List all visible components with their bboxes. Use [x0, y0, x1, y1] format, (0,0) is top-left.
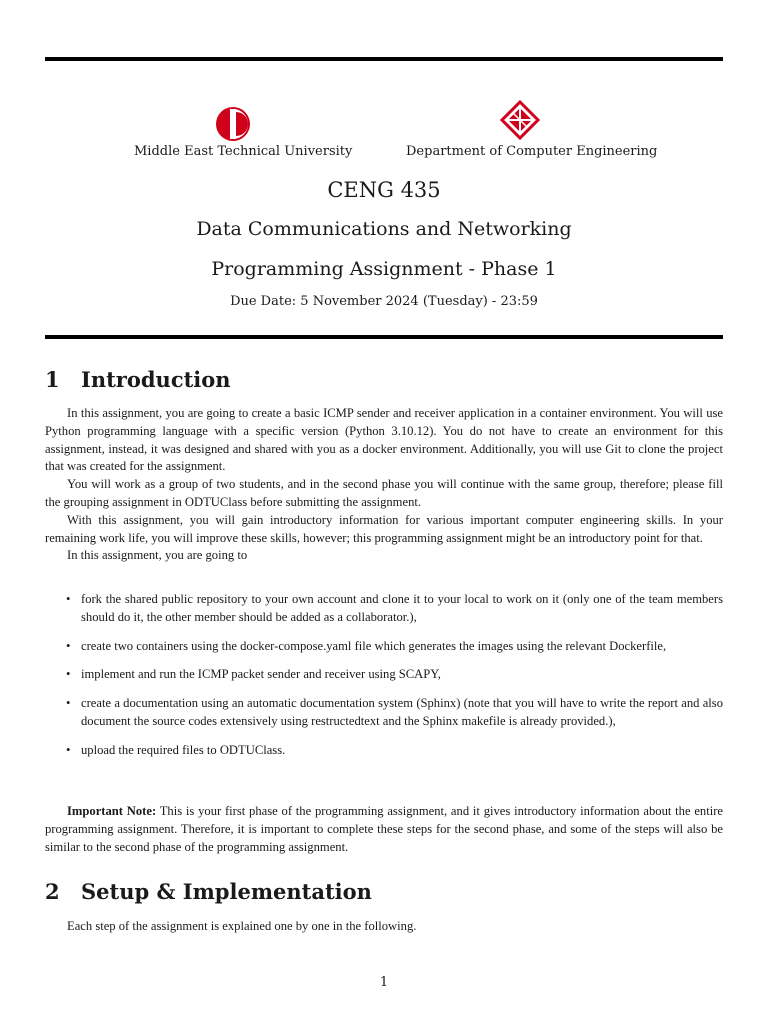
paragraph: In this assignment, you are going to	[67, 548, 248, 563]
list-item: • create a documentation using an automatic documentation system (Sphinx) (note that you will have to write the report and also document the source codes extensively using restructedtext and the Sphinx makefile is already provided.),	[66, 696, 723, 728]
important-note	[45, 803, 723, 856]
title-bottom-rule	[45, 335, 723, 339]
department-name: Department of Computer Engineering	[406, 144, 658, 159]
university-name: Middle East Technical University	[134, 144, 353, 159]
introduction-text	[45, 405, 723, 565]
setup-text	[45, 918, 723, 936]
note-label: Important Note:	[67, 804, 157, 818]
note-paragraph	[45, 803, 723, 856]
top-rule	[45, 57, 723, 61]
course-code: CENG 435	[327, 178, 441, 202]
task-list	[45, 591, 723, 771]
bullet-icon: •	[66, 696, 71, 711]
section-heading-setup	[45, 879, 372, 904]
metu-logo-icon	[214, 105, 252, 143]
bullet-icon: •	[66, 742, 71, 757]
section-title: Introduction	[81, 367, 231, 392]
paragraph: You will work as a group of two students, and in the second phase you will continue with the same group, therefore; please fill the grouping assignment in ODTUClass before submitting the assignment.	[45, 477, 723, 509]
course-title: Data Communications and Networking	[196, 218, 572, 240]
list-item: • fork the shared public repository to your own account and clone it to your local to work on it (only one of the team members should do it, the other member should be added as a collaborator.),	[66, 592, 723, 624]
note-text: This is your first phase of the programming assignment, and it gives introductory information about the entire programming assignment. Therefore, it is important to complete these steps for the second phase, and some of the steps will also be similar to the second phase of the programming assignment.	[45, 804, 724, 854]
section-heading-introduction	[45, 367, 231, 392]
due-date: Due Date: 5 November 2024 (Tuesday) - 23:59	[230, 294, 538, 309]
section-number: 1	[45, 367, 60, 392]
section-title: Setup & Implementation	[81, 879, 372, 904]
assignment-title: Programming Assignment - Phase 1	[211, 258, 557, 280]
section-number: 2	[45, 879, 60, 904]
paragraph: In this assignment, you are going to create a basic ICMP sender and receiver application in a container environment. You will use Python programming language with a specific version (Python 3.10.12). You do not have to create an environment for this assignment, instead, it was designed and shared with you as a docker environment. Additionally, you will use Git to clone the project that was created for the assignment.	[45, 406, 723, 474]
bullet-icon: •	[66, 592, 71, 606]
bullet-icon: •	[66, 638, 71, 653]
bullet-icon: •	[66, 667, 71, 682]
paragraph: Each step of the assignment is explained one by one in the following.	[67, 919, 417, 933]
list-item: • upload the required files to ODTUClass.	[45, 742, 723, 760]
ceng-logo-icon	[500, 100, 540, 142]
list-item: • implement and run the ICMP packet sender and receiver using SCAPY,	[45, 666, 723, 684]
paragraph: With this assignment, you will gain introductory information for various important computer engineering skills. In your remaining work life, you will improve these skills, however; this programming assignment might be an introductory point for that.	[45, 512, 723, 545]
page-number: 1	[379, 975, 389, 990]
list-item: • create two containers using the docker-compose.yaml file which generates the images using the relevant Dockerfile,	[45, 638, 723, 656]
